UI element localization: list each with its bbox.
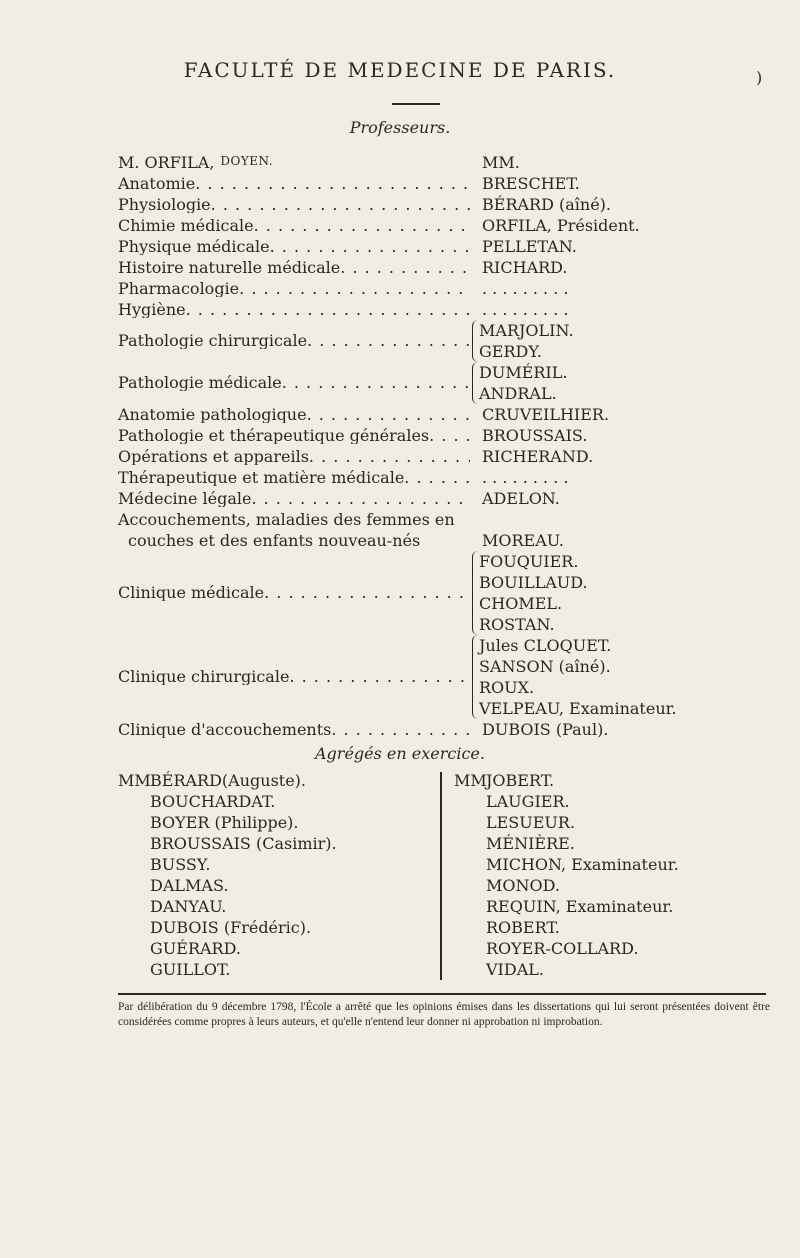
header-rule xyxy=(392,103,440,105)
subject-text: Histoire naturelle médicale xyxy=(118,259,341,276)
clinique-names xyxy=(472,551,588,635)
subject-text: Pharmacologie xyxy=(118,280,240,297)
leader-dots xyxy=(331,722,470,738)
faculty-header: FACULTÉ DE MEDECINE DE PARIS. xyxy=(183,58,617,82)
agrege-row xyxy=(454,875,714,896)
clinique-name: BOUILLAUD. xyxy=(479,572,588,592)
leader-dots xyxy=(309,449,470,465)
professors-list xyxy=(118,152,758,740)
professor-name: ORFILA, Président. xyxy=(482,215,640,235)
professor-name: RICHARD. xyxy=(482,257,568,277)
professor-row xyxy=(118,362,758,404)
agrege-row xyxy=(118,833,430,854)
agreges-right-column xyxy=(454,770,714,980)
accouchements-name: MOREAU. xyxy=(482,530,564,550)
leader-dots xyxy=(270,239,470,255)
agreges-left-column xyxy=(118,770,430,980)
subject-label xyxy=(118,302,470,318)
accouchements-line2 xyxy=(118,530,470,551)
leader-dots xyxy=(307,333,470,349)
subject-label xyxy=(118,722,470,738)
subject-text: Hygiène xyxy=(118,301,186,318)
professor-name: BÉRARD (aîné). xyxy=(482,194,611,214)
leader-dots xyxy=(307,407,470,423)
agrege-row xyxy=(454,917,714,938)
professor-row xyxy=(118,278,758,299)
agrege-name: BOYER (Philippe). xyxy=(150,813,299,832)
agrege-row xyxy=(118,791,430,812)
clinique-name: CHOMEL. xyxy=(479,593,563,613)
professor-name: BRESCHET. xyxy=(482,173,580,193)
agrege-name: DUBOIS (Frédéric). xyxy=(150,918,312,937)
subject-label xyxy=(118,407,470,423)
subject-label xyxy=(118,585,470,601)
agrege-name: BUSSY. xyxy=(150,855,211,874)
subject-label xyxy=(118,176,470,192)
accouchements-text: couches et des enfants nouveau-nés xyxy=(128,530,421,550)
subject-text: Anatomie xyxy=(118,175,196,192)
accouchements-row xyxy=(118,509,758,551)
professor-name: ANDRAL. xyxy=(479,383,557,403)
professor-row xyxy=(118,446,758,467)
professor-row xyxy=(118,173,758,194)
leader-dots xyxy=(195,176,470,192)
agrege-row xyxy=(454,959,714,980)
agrege-name: REQUIN, Examinateur. xyxy=(486,897,674,916)
agrege-row xyxy=(118,854,430,875)
agrege-name: ROYER-COLLARD. xyxy=(486,939,639,958)
agrege-row xyxy=(118,770,430,791)
subject-text: Pathologie chirurgicale xyxy=(118,333,308,349)
dean-name: M. ORFILA, xyxy=(118,154,215,171)
agrege-row xyxy=(454,812,714,833)
mm-prefix: MM. xyxy=(454,771,492,790)
subject-text: Chimie médicale xyxy=(118,217,254,234)
professor-row xyxy=(118,488,758,509)
clinique-name: VELPEAU, Examinateur. xyxy=(479,698,677,718)
subject-label xyxy=(118,491,470,507)
clinique-name: ROUX. xyxy=(479,677,535,697)
professor-names xyxy=(472,320,574,362)
professor-name: BROUSSAIS. xyxy=(482,425,588,445)
subject-text: Médecine légale xyxy=(118,490,252,507)
footer-note: Par délibération du 9 décembre 1798, l'École a arrêté que les opinions émises dans les dissertations qui lui seront présentées doivent être considérées comme propres à leurs auteurs, et qu'elle n'entend leur donner ni approbation ni improbation. xyxy=(118,1001,770,1028)
professor-name: GERDY. xyxy=(479,341,542,361)
professor-name: RICHERAND. xyxy=(482,446,594,466)
agrege-row xyxy=(454,896,714,917)
agrege-row xyxy=(454,854,714,875)
leader-dots xyxy=(239,281,470,297)
agrege-name: ROBERT. xyxy=(486,918,560,937)
leader-dots xyxy=(186,302,470,318)
professor-name: . . . . . . . . . xyxy=(482,299,569,319)
page-mark: ) xyxy=(756,68,763,87)
agrege-row xyxy=(118,938,430,959)
clinique-row xyxy=(118,719,758,740)
subject-label xyxy=(118,239,470,255)
agrege-row xyxy=(118,812,430,833)
agrege-name: LAUGIER. xyxy=(486,792,570,811)
mm-prefix: MM. xyxy=(118,771,156,790)
leader-dots xyxy=(289,669,470,685)
subject-text: Clinique chirurgicale xyxy=(118,669,290,685)
dean-title: DOYEN. xyxy=(220,154,274,168)
mm-heading: MM. xyxy=(482,152,520,172)
subject-label xyxy=(118,449,470,465)
professor-row xyxy=(118,467,758,488)
professor-name: ADELON. xyxy=(482,488,560,508)
agrege-row xyxy=(454,938,714,959)
professor-names xyxy=(472,362,567,404)
professor-row xyxy=(118,299,758,320)
subject-text: Anatomie pathologique xyxy=(118,406,307,423)
leader-dots xyxy=(211,197,470,213)
footer-rule xyxy=(118,993,766,995)
agrege-row xyxy=(118,896,430,917)
agrege-name: GUILLOT. xyxy=(150,960,231,979)
subject-text: Pathologie et thérapeutique générales xyxy=(118,427,430,444)
leader-dots xyxy=(429,428,470,444)
professor-row xyxy=(118,194,758,215)
subject-text: Physiologie xyxy=(118,196,211,213)
subject-label xyxy=(118,218,470,234)
professor-row xyxy=(118,425,758,446)
professor-row xyxy=(118,236,758,257)
subject-text: Opérations et appareils xyxy=(118,448,309,465)
accouchements-line1: Accouchements, maladies des femmes en xyxy=(118,509,455,529)
agrege-row xyxy=(454,791,714,812)
professor-row xyxy=(118,257,758,278)
agrege-name: DANYAU. xyxy=(150,897,227,916)
agrege-row xyxy=(118,917,430,938)
agrege-name: BÉRARD(Auguste). xyxy=(150,771,306,790)
agreges-title: Agrégés en exercice. xyxy=(315,744,485,763)
agrege-name: VIDAL. xyxy=(486,960,544,979)
subject-label xyxy=(118,669,470,685)
professor-row xyxy=(118,404,758,425)
clinique-name: FOUQUIER. xyxy=(479,551,579,571)
subject-text: Pathologie médicale xyxy=(118,375,282,391)
subject-text: Thérapeutique et matière médicale xyxy=(118,469,405,486)
professor-name: . . . . . . . . . xyxy=(482,467,569,487)
agrege-name: MICHON, Examinateur. xyxy=(486,855,679,874)
subject-label xyxy=(118,470,470,486)
agrege-name: BOUCHARDAT. xyxy=(150,792,276,811)
clinique-names xyxy=(472,635,677,719)
agrege-name: MÉNIÈRE. xyxy=(486,834,575,853)
clinique-name: Jules CLOQUET. xyxy=(479,635,612,655)
professor-name: CRUVEILHIER. xyxy=(482,404,610,424)
subject-text: Physique médicale xyxy=(118,238,270,255)
subject-label xyxy=(118,375,470,391)
agrege-row xyxy=(118,959,430,980)
professor-name: MARJOLIN. xyxy=(479,320,574,340)
clinique-name: ROSTAN. xyxy=(479,614,555,634)
agrege-name: LESUEUR. xyxy=(486,813,576,832)
leader-dots xyxy=(264,585,470,601)
subject-label xyxy=(118,197,470,213)
subject-label xyxy=(118,281,470,297)
agrege-row xyxy=(118,875,430,896)
professor-name: DUMÉRIL. xyxy=(479,362,568,382)
leader-dots xyxy=(254,218,470,234)
leader-dots xyxy=(340,260,470,276)
column-divider xyxy=(440,772,442,980)
clinique-name: SANSON (aîné). xyxy=(479,656,611,676)
subject-text: Clinique d'accouchements xyxy=(118,721,332,738)
professor-row xyxy=(118,320,758,362)
agrege-row xyxy=(454,833,714,854)
leader-dots xyxy=(404,470,470,486)
agrege-name: JOBERT. xyxy=(486,771,555,790)
subject-text: Clinique médicale xyxy=(118,585,265,601)
subject-label xyxy=(118,333,470,349)
professor-row xyxy=(118,215,758,236)
agrege-name: BROUSSAIS (Casimir). xyxy=(150,834,337,853)
professor-name: PELLETAN. xyxy=(482,236,577,256)
dean-label xyxy=(118,155,470,171)
dean-row xyxy=(118,152,758,173)
clinique-name: DUBOIS (Paul). xyxy=(482,719,609,739)
agrege-name: DALMAS. xyxy=(150,876,229,895)
leader-dots xyxy=(251,491,470,507)
clinique-row xyxy=(118,635,758,719)
subject-label xyxy=(118,428,470,444)
professor-name: . . . . . . . . . xyxy=(482,278,569,298)
agrege-name: GUÉRARD. xyxy=(150,939,241,958)
professeurs-title: Professeurs. xyxy=(349,118,451,137)
subject-label xyxy=(118,260,470,276)
accouchements-label xyxy=(118,509,470,551)
clinique-row xyxy=(118,551,758,635)
agrege-name: MONOD. xyxy=(486,876,560,895)
leader-dots xyxy=(282,375,470,391)
agrege-row xyxy=(454,770,714,791)
